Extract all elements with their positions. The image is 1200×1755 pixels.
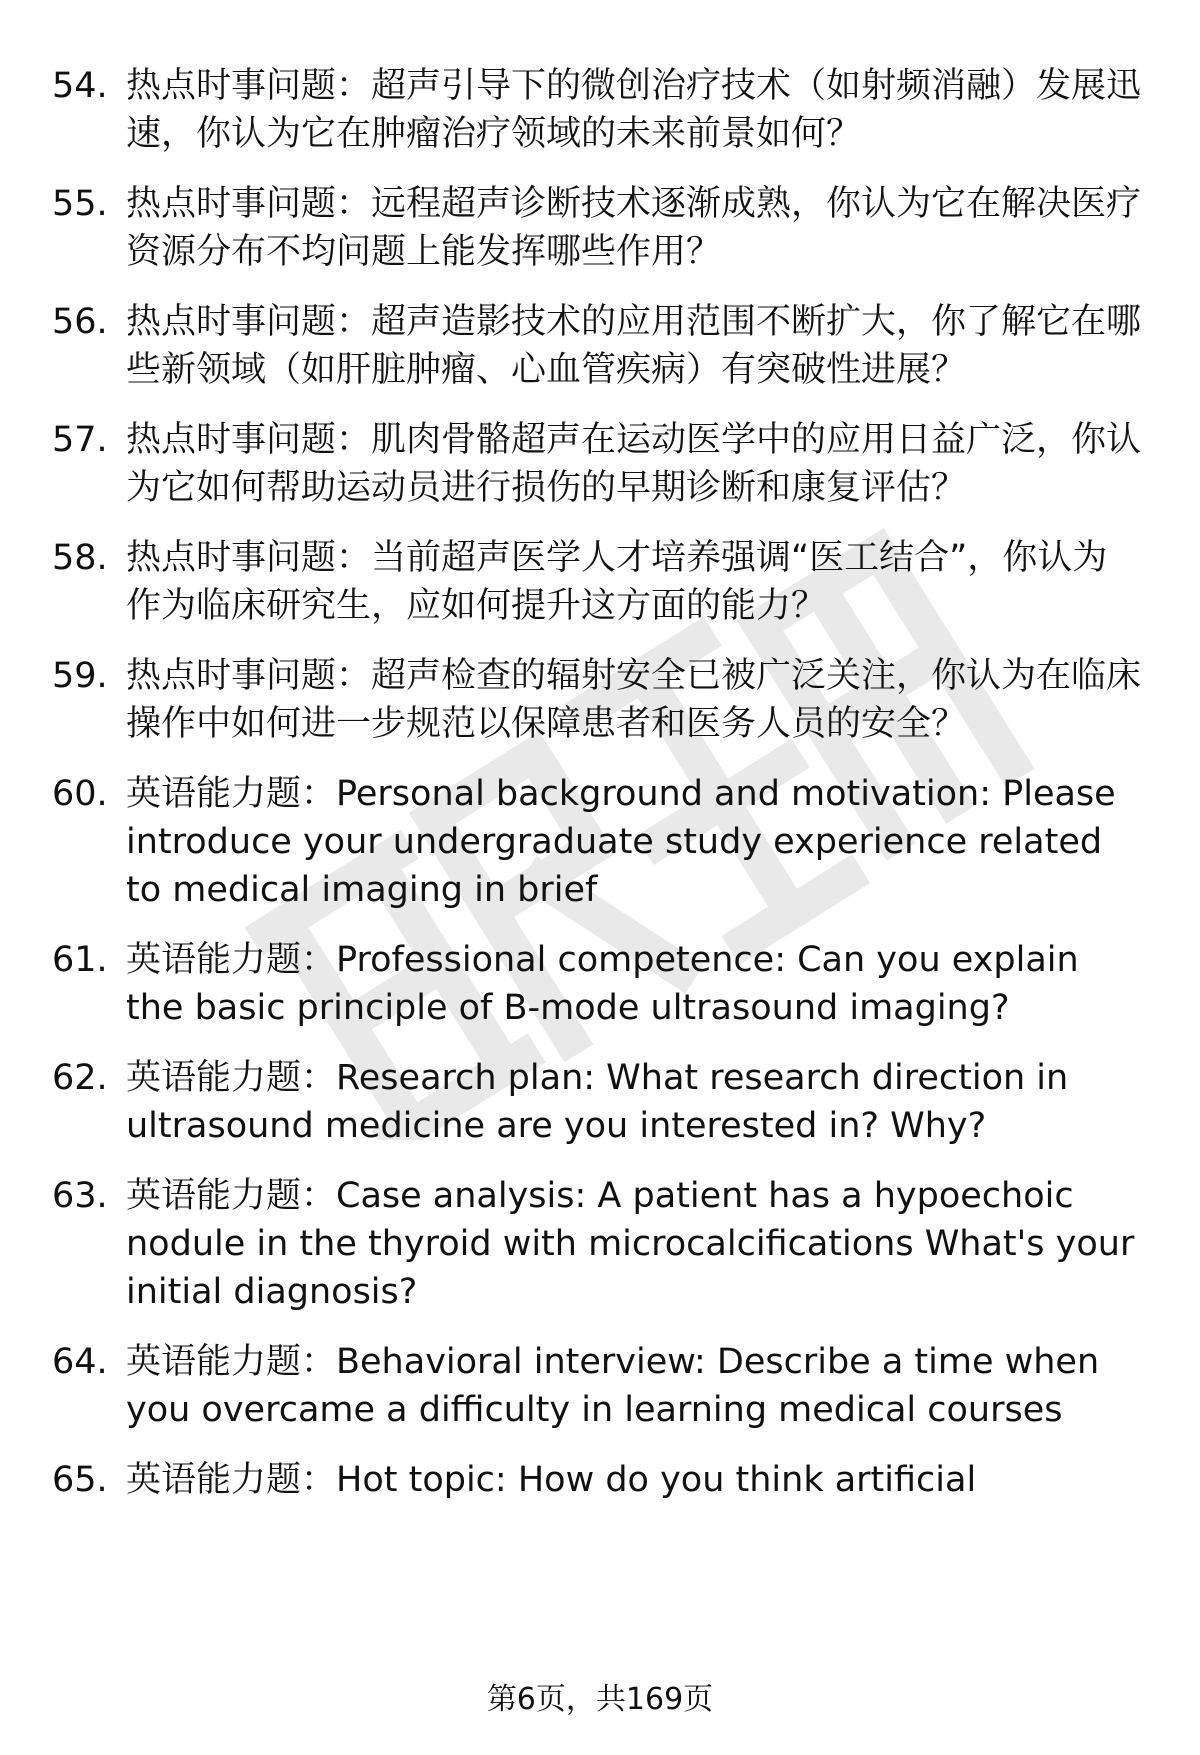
question-item: [52, 936, 1142, 1032]
question-number: 60.: [52, 774, 108, 814]
question-text: Professional competence: Can you explain the basic principle of B-mode ultrasound imaging?: [126, 940, 1079, 1028]
question-item: [52, 1172, 1142, 1316]
question-text: Personal background and motivation: Please introduce your undergraduate study experience related to medical imaging in brief: [126, 774, 1116, 910]
question-text: 超声检查的辐射安全已被广泛关注，你认为在临床操作中如何进一步规范以保障患者和医务人员的安全？: [126, 656, 1142, 744]
question-category: 英语能力题：: [126, 940, 337, 980]
question-text: Hot topic: How do you think artificial: [336, 1460, 977, 1500]
question-number: 54.: [52, 66, 108, 106]
question-number: 61.: [52, 940, 108, 980]
question-category: 英语能力题：: [126, 1460, 337, 1500]
question-text: 超声引导下的微创治疗技术（如射频消融）发展迅速，你认为它在肿瘤治疗领域的未来前景如何？: [126, 66, 1142, 154]
question-category: 热点时事问题：: [126, 538, 372, 578]
question-item: [52, 534, 1142, 630]
question-text: 超声造影技术的应用范围不断扩大，你了解它在哪些新领域（如肝脏肿瘤、心血管疾病）有突破性进展？: [126, 302, 1142, 390]
page-footer: [0, 1680, 1200, 1720]
question-item: [52, 652, 1142, 748]
question-item: [52, 298, 1142, 394]
question-number: 65.: [52, 1460, 108, 1500]
question-category: 热点时事问题：: [126, 302, 372, 342]
question-number: 57.: [52, 420, 108, 460]
question-number: 62.: [52, 1058, 108, 1098]
question-category: 英语能力题：: [126, 1058, 337, 1098]
question-number: 63.: [52, 1176, 108, 1216]
question-category: 热点时事问题：: [126, 66, 372, 106]
question-category: 热点时事问题：: [126, 656, 372, 696]
question-number: 56.: [52, 302, 108, 342]
question-number: 55.: [52, 184, 108, 224]
question-text: 当前超声医学人才培养强调“医工结合”，你认为作为临床研究生，应如何提升这方面的能力？: [126, 538, 1108, 626]
page-number-label: 第6页，共169页: [486, 1682, 714, 1717]
question-item: [52, 770, 1142, 914]
question-text: Research plan: What research direction in ultrasound medicine are you interested in? Why?: [126, 1058, 1069, 1146]
question-category: 热点时事问题：: [126, 184, 372, 224]
question-item: [52, 1338, 1142, 1434]
question-item: [52, 1456, 1142, 1504]
question-number: 64.: [52, 1342, 108, 1382]
question-category: 热点时事问题：: [126, 420, 372, 460]
question-category: 英语能力题：: [126, 774, 337, 814]
question-text: Case analysis: A patient has a hypoechoic nodule in the thyroid with microcalcifications What's your initial diagnosis?: [126, 1176, 1135, 1312]
question-text: Behavioral interview: Describe a time when you overcame a difficulty in learning medical courses: [126, 1342, 1100, 1430]
question-item: [52, 180, 1142, 276]
question-item: [52, 416, 1142, 512]
question-text: 远程超声诊断技术逐渐成熟，你认为它在解决医疗资源分布不均问题上能发挥哪些作用？: [126, 184, 1142, 272]
question-category: 英语能力题：: [126, 1176, 337, 1216]
question-list: [52, 62, 1142, 1504]
question-item: [52, 1054, 1142, 1150]
question-category: 英语能力题：: [126, 1342, 337, 1382]
question-number: 59.: [52, 656, 108, 696]
question-item: [52, 62, 1142, 158]
question-text: 肌肉骨骼超声在运动医学中的应用日益广泛，你认为它如何帮助运动员进行损伤的早期诊断和康复评估？: [126, 420, 1142, 508]
question-number: 58.: [52, 538, 108, 578]
